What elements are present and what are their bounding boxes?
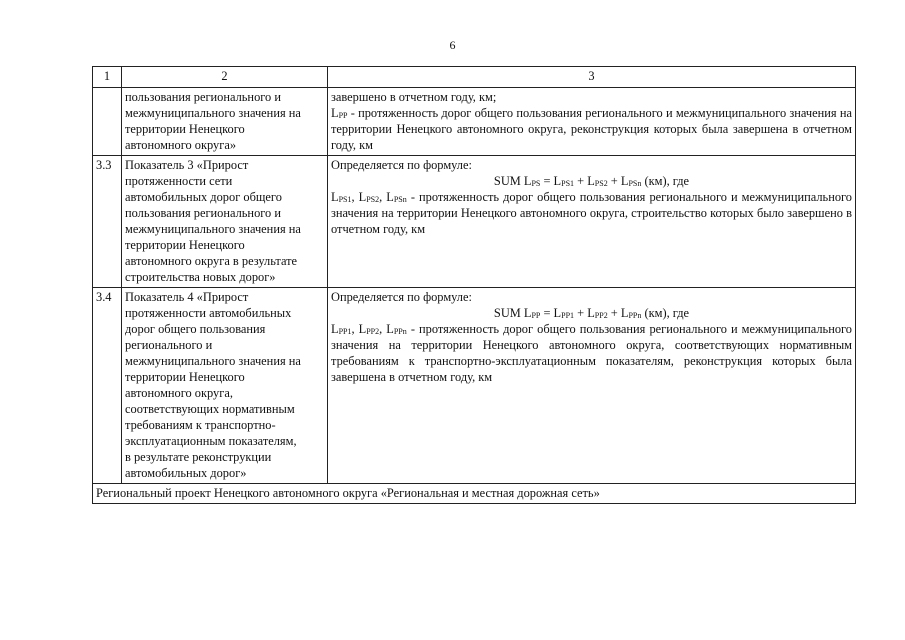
calculation-cell: [328, 88, 856, 156]
def-part: , L: [351, 322, 367, 336]
table-row-regional-project: [93, 484, 856, 504]
indicators-table: [92, 66, 856, 504]
def-sub: PS2: [366, 195, 380, 204]
def-sub: PS1: [338, 195, 352, 204]
formula-part: SUM L: [493, 306, 532, 320]
formula-sub: PP: [531, 311, 541, 320]
def-sub: PP1: [338, 327, 352, 336]
formula-intro: Определяется по формуле:: [331, 158, 472, 172]
formula-part: = L: [540, 174, 562, 188]
formula-sub: PS: [531, 179, 541, 188]
formula-part: + L: [607, 174, 629, 188]
page-number: 6: [449, 38, 456, 52]
formula-intro: Определяется по формуле:: [331, 290, 472, 304]
def-sub: PPn: [393, 327, 407, 336]
definition-text: [331, 190, 852, 236]
table-header-row: [93, 67, 856, 88]
formula-sub: PSn: [628, 179, 642, 188]
calc-definition: - протяженность дорог общего пользования регионального и межмуниципального значения на территории Ненецкого автономного округа, реконструкция которых была завершена в отчетном году, км: [331, 106, 852, 152]
calculation-cell: [328, 156, 856, 288]
formula-sub: PP1: [561, 311, 575, 320]
formula-part: SUM L: [493, 174, 532, 188]
formula: [331, 173, 852, 189]
definition-text: [331, 322, 852, 384]
header-col-3: 3: [328, 67, 856, 88]
calc-line: завершено в отчетном году, км;: [331, 90, 497, 104]
formula-part: + L: [574, 174, 595, 188]
table-row-continuation: [93, 88, 856, 156]
def-part: - протяженность дорог общего пользования регионального и межмуниципального значения на территории Ненецкого автономного округа, строительство которых было завершено в отчетном году, км: [331, 190, 852, 236]
formula-sub: PS2: [594, 179, 608, 188]
indicator-name-cell: пользования регионального и межмуниципального значения на территории Ненецкого автономного округа»: [122, 88, 328, 156]
def-part: , L: [351, 190, 367, 204]
formula-part: (км), где: [641, 306, 690, 320]
formula-part: (км), где: [641, 174, 690, 188]
def-part: - протяженность дорог общего пользования регионального и межмуниципального значения на территории Ненецкого автономного округа, соответствующих нормативным требованиям к транспортно-эксплуатационным показателям, реконструкция которых была завершена в отчетном году, км: [331, 322, 852, 384]
formula-sub: PS1: [561, 179, 575, 188]
def-part: L: [331, 322, 339, 336]
def-sub: PSn: [393, 195, 407, 204]
table-row-3-3: [93, 156, 856, 288]
row-number: 3.3: [93, 156, 122, 288]
header-col-2: 2: [122, 67, 328, 88]
indicator-name-cell: Показатель 4 «Прирост протяженности автомобильных дорог общего пользования регионального и межмуниципального значения на территории Ненецкого автономного округа, соответствующих нормативным требованиям к транспортно- эксплуатационным показателям, в результате реконструкции автомобильных дорог»: [122, 288, 328, 484]
table-row-3-4: [93, 288, 856, 484]
indicator-name-cell: Показатель 3 «Прирост протяженности сети автомобильных дорог общего пользования регионального и межмуниципального значения на территории Ненецкого автономного округа в результате строительства новых дорог»: [122, 156, 328, 288]
formula-part: = L: [540, 306, 562, 320]
regional-project-cell: Региональный проект Ненецкого автономного округа «Региональная и местная дорожная сеть»: [93, 484, 856, 504]
symbol-L: L: [331, 106, 339, 120]
symbol-sub: PP: [338, 111, 348, 120]
formula-sub: PP2: [594, 311, 608, 320]
def-part: L: [331, 190, 339, 204]
row-number: 3.4: [93, 288, 122, 484]
formula-part: + L: [607, 306, 629, 320]
def-part: , L: [379, 322, 394, 336]
formula-sub: PPn: [628, 311, 642, 320]
row-number-cell: [93, 88, 122, 156]
header-col-1: 1: [93, 67, 122, 88]
formula-part: + L: [574, 306, 595, 320]
def-part: , L: [379, 190, 394, 204]
calculation-cell: [328, 288, 856, 484]
formula: [331, 305, 852, 321]
def-sub: PP2: [366, 327, 380, 336]
